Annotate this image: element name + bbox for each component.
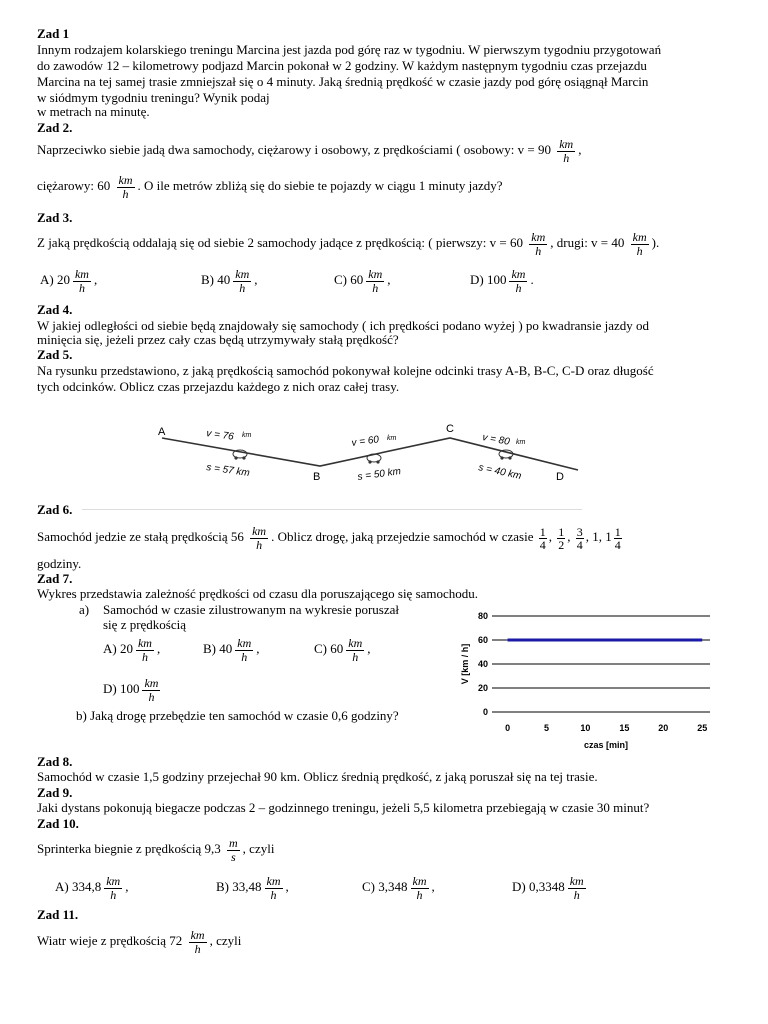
x-tick-5: 5	[543, 723, 550, 733]
z2-title: Zad 2.	[37, 120, 73, 135]
unit-fraction: $\frac{km}{h}$	[531, 229, 546, 258]
seg1-speed: v = 76	[205, 428, 235, 443]
z1-line-3: Marcina na tej samej trasie zmniejszał się o 4 minuty. Jaką średnią prędkość w czasie jazdy pod górę osiągnął Marcin	[37, 74, 649, 89]
z7-option-a: A) 20 $\frac{km}{h}$ ,	[103, 635, 161, 664]
z2-text-3: . O ile metrów zbliżą się do siebie te pojazdy w ciągu 1 minuty jazdy?	[137, 178, 503, 193]
fraction-3-4: $\frac{3}{4}$	[576, 524, 583, 552]
seg1-distance: s = 57 km	[205, 462, 251, 480]
z10-option-c: C) 3,348 $\frac{km}{h}$ ,	[362, 873, 435, 902]
z7-option-c: C) 60 $\frac{km}{h}$ ,	[314, 635, 371, 664]
z7-intro: Wykres przedstawia zależność prędkości od czasu dla poruszającego się samochodu.	[37, 586, 479, 601]
seg2-speed: v = 60	[350, 434, 380, 449]
z1-line-1: Innym rodzajem kolarskiego treningu Marcina jest jazda pod górę raz w tygodniu. W pierwszym tygodniu przygotowań	[37, 42, 662, 57]
z4-line-1: W jakiej odległości od siebie będą znajdowały się samochody ( ich prędkości podano wyżej ) po kwadransie jazdy od	[37, 318, 650, 333]
z4-title: Zad 4.	[37, 302, 73, 317]
divider	[82, 509, 582, 510]
seg3-speed: v = 80	[481, 432, 511, 448]
point-d: D	[556, 471, 564, 483]
z7-option-b: B) 40 $\frac{km}{h}$ ,	[203, 635, 260, 664]
x-axis-label: czas [min]	[583, 740, 629, 750]
z7-option-d: D) 100 $\frac{km}{h}$	[103, 675, 159, 704]
y-tick-0: 0	[482, 707, 488, 717]
z9-title: Zad 9.	[37, 785, 73, 800]
z1-line-5: w metrach na minutę.	[37, 104, 150, 119]
z7-a-line-2: się z prędkością	[103, 617, 187, 632]
x-tick-25: 25	[697, 723, 708, 733]
point-b: B	[313, 471, 321, 483]
svg-text:km: km	[242, 432, 252, 439]
unit-fraction: $\frac{km}{h}$	[559, 136, 574, 165]
z3-option-b: B) 40 $\frac{km}{h}$ ,	[201, 266, 258, 295]
fraction-1-4: $\frac{1}{4}$	[539, 524, 546, 552]
z5-line-1: Na rysunku przedstawiono, z jaką prędkością samochód pokonywał kolejne odcinki trasy A-B, B-C, C-D oraz długość	[37, 363, 654, 378]
unit-fraction: $\frac{km}{h}$	[118, 172, 133, 201]
unit-fraction: $\frac{km}{h}$	[190, 927, 205, 956]
z11-line-1: Wiatr wieje z prędkością 72 $\frac{km}{h}$ , czyli	[37, 927, 242, 956]
y-tick-60: 60	[477, 635, 488, 645]
z2-line-1: Naprzeciwko siebie jadą dwa samochody, ciężarowy i osobowy, z prędkościami ( osobowy: v = 90 $\frac{km}{h}$ ,	[37, 136, 582, 165]
z7-title: Zad 7.	[37, 571, 73, 586]
z3-option-d: D) 100 $\frac{km}{h}$ .	[470, 266, 534, 295]
z1-title: Zad 1	[37, 26, 70, 41]
seg3-distance: s = 40 km	[477, 462, 523, 483]
z4-line-2: minięcia się, jeżeli przez cały czas będą utrzymywały stałą prędkość?	[37, 332, 399, 347]
z8-text: Samochód w czasie 1,5 godziny przejechał 90 km. Oblicz średnią prędkość, z jaką poruszał się na tej trasie.	[37, 769, 598, 784]
z11-title: Zad 11.	[37, 907, 79, 922]
y-tick-40: 40	[477, 659, 488, 669]
z2-text-2: ciężarowy: 60	[37, 178, 111, 193]
z5-title: Zad 5.	[37, 347, 73, 362]
y-tick-20: 20	[477, 683, 488, 693]
z9-text: Jaki dystans pokonują biegacze podczas 2 – godzinnego treningu, jeżeli 5,5 kilometra przebiegają w czasie 30 minut?	[37, 800, 650, 815]
z7-a-label: a)	[79, 602, 90, 617]
x-tick-0: 0	[505, 723, 511, 733]
z6-line-2: godziny.	[37, 556, 82, 571]
z3-option-c: C) 60 $\frac{km}{h}$ ,	[334, 266, 391, 295]
car-icon	[367, 454, 381, 464]
svg-text:km: km	[387, 435, 397, 442]
z6-line-1: Samochód jedzie ze stałą prędkością 56 $\frac{km}{h}$ . Oblicz drogę, jaką przejedzie samochód w czasie $\frac{1}{4}$ , $\frac{1}{2}$ , $\frac{3}{4}$ , 1, 1 $\frac{1}{4}$	[37, 523, 621, 552]
z2-text-1: Naprzeciwko siebie jadą dwa samochody, ciężarowy i osobowy, z prędkościami ( osobowy: v = 90	[37, 142, 551, 157]
z10-option-d: D) 0,3348 $\frac{km}{h}$	[512, 873, 584, 902]
z6-title: Zad 6.	[37, 502, 73, 517]
z7-b-text: b) Jaką drogę przebędzie ten samochód w czasie 0,6 godziny?	[76, 708, 399, 723]
y-tick-80: 80	[477, 611, 488, 621]
z3-line-1: Z jaką prędkością oddalają się od siebie 2 samochody jadące z prędkością: ( pierwszy: v = 60 $\frac{km}{h}$ , drugi: v = 40 $\frac{km}{h}$ ).	[37, 229, 660, 258]
seg2-distance: s = 50 km	[356, 466, 402, 483]
fraction-1-4b: $\frac{1}{4}$	[614, 524, 621, 552]
z10-line-1: Sprinterka biegnie z prędkością 9,3 $\frac{m}{s}$ , czyli	[37, 835, 275, 864]
z10-option-a: A) 334,8 $\frac{km}{h}$ ,	[55, 873, 129, 902]
z8-title: Zad 8.	[37, 754, 73, 769]
z1-line-2: do zawodów 12 – kilometrowy podjazd Marcin pokonał w 2 godziny. W każdym następnym tygodniu czas przejazdu	[37, 58, 647, 73]
fraction-1-2: $\frac{1}{2}$	[558, 524, 565, 552]
x-tick-20: 20	[658, 723, 669, 733]
z5-line-2: tych odcinków. Oblicz czas przejazdu każdego z nich oraz całej trasy.	[37, 379, 400, 394]
z10-title: Zad 10.	[37, 816, 79, 831]
z3-title: Zad 3.	[37, 210, 73, 225]
unit-fraction-ms: $\frac{m}{s}$	[229, 835, 238, 864]
z10-option-b: B) 33,48 $\frac{km}{h}$ ,	[216, 873, 289, 902]
z2-line-2	[37, 172, 503, 201]
unit-fraction: $\frac{km}{h}$	[632, 229, 647, 258]
unit-fraction: $\frac{km}{h}$	[252, 523, 267, 552]
x-tick-10: 10	[580, 723, 591, 733]
point-a: A	[158, 426, 166, 438]
speed-time-chart	[452, 604, 722, 754]
svg-text:km: km	[516, 439, 526, 446]
z3-option-a: A) 20 $\frac{km}{h}$ ,	[40, 266, 98, 295]
route-diagram	[150, 420, 590, 492]
z1-line-4: w siódmym tygodniu treningu? Wynik podaj	[37, 90, 270, 105]
z7-a-line-1: Samochód w czasie zilustrowanym na wykresie poruszał	[103, 602, 400, 617]
point-c: C	[446, 423, 454, 435]
x-tick-15: 15	[619, 723, 630, 733]
y-axis-label: V [km / h]	[460, 643, 470, 685]
